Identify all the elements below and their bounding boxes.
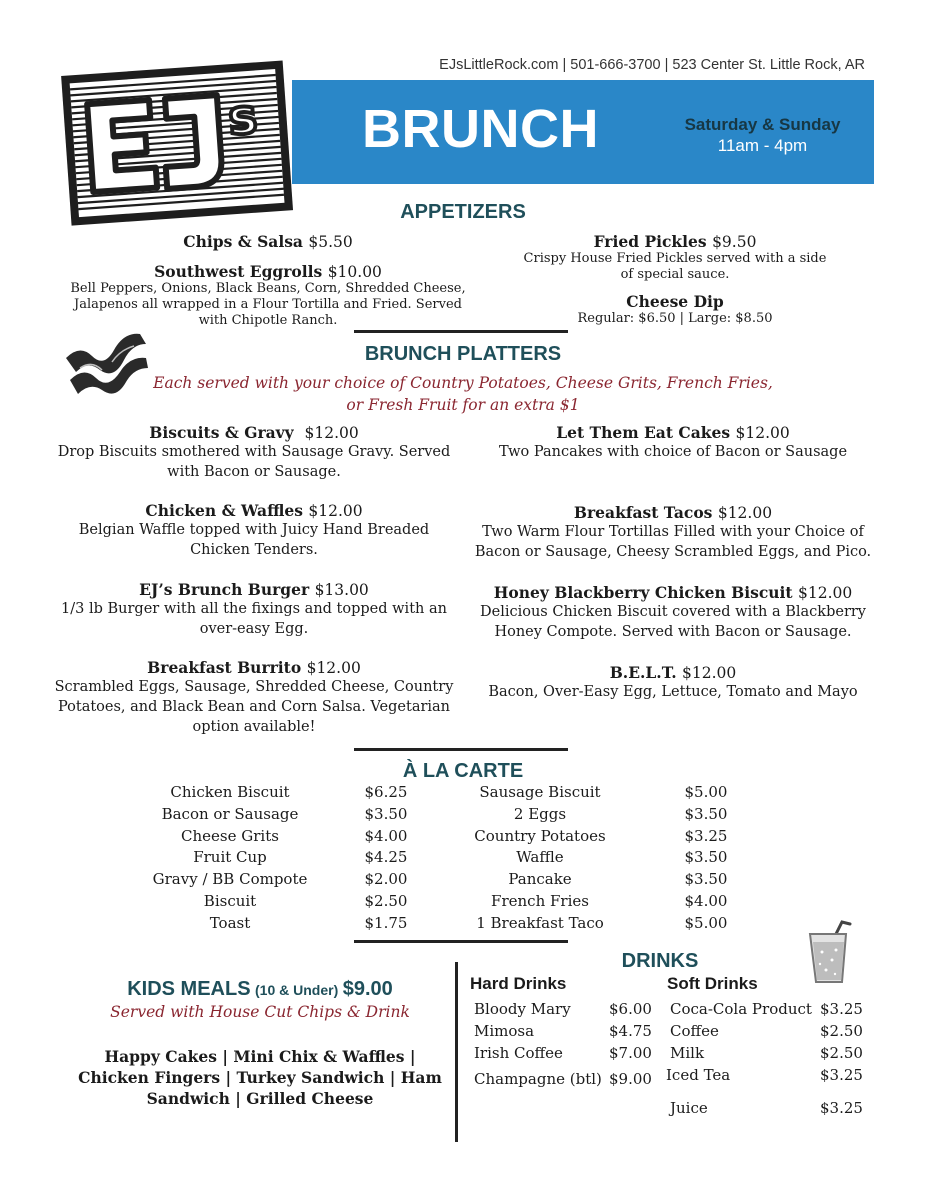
days-text: Saturday & Sunday <box>684 115 841 134</box>
item-price: $12.00 <box>798 584 853 602</box>
item-desc: Bell Peppers, Onions, Black Beans, Corn, Shredded Cheese, Jalapenos all wrapped in a Flour Tortilla and Fried. Served with Chipotle Ranch. <box>70 281 466 328</box>
drink-name: Bloody Mary <box>474 1000 571 1018</box>
item-desc: 1/3 lb Burger with all the fixings and topped with an over-easy Egg. <box>61 601 447 637</box>
platter-item <box>52 501 456 560</box>
alacarte-item-price: $2.50 <box>364 891 408 910</box>
drink-name: Juice <box>670 1099 708 1117</box>
alacarte-item-name: 1 Breakfast Taco <box>476 913 604 932</box>
drink-price: $3.25 <box>820 1000 863 1018</box>
alacarte-item-name: 2 Eggs <box>513 804 567 823</box>
drink-glass-icon <box>806 920 854 986</box>
alacarte-left-prices <box>356 782 416 935</box>
item-name: Breakfast Tacos <box>573 503 713 522</box>
item-name: EJ’s Brunch Burger <box>139 580 310 599</box>
platter-item <box>52 658 456 737</box>
item-desc: Crispy House Fried Pickles served with a side of special sauce. <box>523 251 827 282</box>
kids-items <box>60 1046 460 1109</box>
drink-price: $2.50 <box>820 1022 863 1040</box>
drink-price: $3.25 <box>820 1066 863 1084</box>
hard-drinks-heading: Hard Drinks <box>470 974 567 993</box>
item-desc: Scrambled Eggs, Sausage, Shredded Cheese, Country Potatoes, and Black Bean and Corn Salsa. Vegetarian option available! <box>54 679 454 735</box>
platter-item <box>52 580 456 639</box>
platter-item <box>470 663 876 702</box>
platters-note-line: or Fresh Fruit for an extra $1 <box>346 396 580 414</box>
alacarte-item-name: Country Potatoes <box>474 826 606 845</box>
item-price: $12.00 <box>304 424 359 442</box>
appetizer-item <box>60 232 476 251</box>
alacarte-item-price: $1.75 <box>364 913 408 932</box>
soft-drink-names <box>666 998 820 1119</box>
item-desc: Drop Biscuits smothered with Sausage Gravy. Served with Bacon or Sausage. <box>57 444 451 480</box>
drink-price: $4.75 <box>609 1022 652 1040</box>
hours-block <box>665 114 860 156</box>
alacarte-item-name: Toast <box>209 913 251 932</box>
item-name: Chips & Salsa <box>183 232 303 251</box>
item-desc: Regular: $6.50 | Large: $8.50 <box>577 311 773 326</box>
appetizer-item <box>510 232 840 283</box>
platter-item <box>52 423 456 482</box>
alacarte-item-name: Waffle <box>516 848 564 867</box>
alacarte-item-name: Pancake <box>508 870 572 889</box>
kids-price: $9.00 <box>342 978 393 1000</box>
drink-price: $9.00 <box>609 1070 652 1088</box>
item-price: $12.00 <box>682 664 737 682</box>
alacarte-item-price: $4.00 <box>684 891 728 910</box>
alacarte-item-price: $3.50 <box>684 804 728 823</box>
drink-name: Mimosa <box>474 1022 535 1040</box>
alacarte-left-names <box>140 782 320 935</box>
alacarte-right-prices <box>676 782 736 935</box>
drink-price: $2.50 <box>820 1044 863 1062</box>
divider <box>354 940 568 943</box>
divider <box>354 748 568 751</box>
alacarte-item-price: $4.00 <box>364 826 408 845</box>
item-name: Cheese Dip <box>626 292 724 311</box>
platters-heading: BRUNCH PLATTERS <box>364 343 562 365</box>
platters-note-line: Each served with your choice of Country Potatoes, Cheese Grits, French Fries, <box>153 374 773 392</box>
item-price: $12.00 <box>735 424 790 442</box>
alacarte-right-names <box>460 782 620 935</box>
item-price: $13.00 <box>314 581 369 599</box>
item-desc: Two Pancakes with choice of Bacon or Sausage <box>498 444 848 460</box>
kids-note: Served with House Cut Chips & Drink <box>110 1003 410 1021</box>
drink-price: $7.00 <box>609 1044 652 1062</box>
drink-name: Coffee <box>670 1022 719 1040</box>
item-desc: Bacon, Over-Easy Egg, Lettuce, Tomato and Mayo <box>488 684 858 700</box>
vertical-divider <box>455 962 458 1142</box>
alacarte-item-name: Gravy / BB Compote <box>152 870 308 889</box>
item-price: $12.00 <box>717 504 773 522</box>
alacarte-item-name: French Fries <box>491 891 589 910</box>
alacarte-item-price: $3.50 <box>684 848 728 867</box>
soft-drinks-heading: Soft Drinks <box>667 974 758 993</box>
drink-name: Champagne (btl) <box>474 1070 602 1088</box>
kids-items-line: Sandwich | Grilled Cheese <box>146 1089 374 1108</box>
item-price: $12.00 <box>306 659 361 677</box>
alacarte-item-price: $4.25 <box>364 848 408 867</box>
item-name: B.E.L.T. <box>609 663 677 682</box>
ejs-logo <box>60 58 296 226</box>
appetizer-item <box>510 292 840 327</box>
kids-items-line: Happy Cakes | Mini Chix & Waffles | <box>104 1047 416 1066</box>
platter-item <box>470 503 876 562</box>
drinks-heading: DRINKS <box>621 950 699 972</box>
item-name: Honey Blackberry Chicken Biscuit <box>493 583 793 602</box>
alacarte-item-price: $5.00 <box>684 783 728 801</box>
platters-note <box>120 372 806 416</box>
alacarte-item-price: $5.00 <box>684 913 728 932</box>
item-name: Biscuits & Gravy <box>149 423 294 442</box>
alacarte-item-name: Bacon or Sausage <box>161 804 299 823</box>
kids-age: (10 & Under) <box>255 982 339 998</box>
alacarte-item-name: Chicken Biscuit <box>170 783 290 801</box>
item-name: Let Them Eat Cakes <box>556 423 731 442</box>
drink-name: Irish Coffee <box>474 1044 563 1062</box>
item-name: Southwest Eggrolls <box>154 262 323 281</box>
appetizers-heading: APPETIZERS <box>400 201 526 223</box>
item-name: Chicken & Waffles <box>145 501 303 520</box>
page-title: BRUNCH <box>362 99 599 159</box>
alacarte-item-price: $3.50 <box>684 870 728 889</box>
alacarte-heading: À LA CARTE <box>402 760 524 782</box>
hard-drink-prices <box>609 998 659 1090</box>
alacarte-item-price: $2.00 <box>364 870 408 889</box>
item-price: $9.50 <box>712 233 757 251</box>
kids-title: KIDS MEALS <box>127 978 251 1000</box>
item-name: Fried Pickles <box>593 232 707 251</box>
drink-name: Milk <box>670 1044 705 1062</box>
drink-name: Iced Tea <box>666 1066 731 1084</box>
alacarte-item-name: Cheese Grits <box>181 826 279 845</box>
platter-item <box>470 583 876 642</box>
item-desc: Belgian Waffle topped with Juicy Hand Breaded Chicken Tenders. <box>78 522 430 558</box>
drink-name: Coca-Cola Product <box>670 1000 812 1018</box>
alacarte-item-name: Fruit Cup <box>193 848 267 867</box>
kids-items-line: Chicken Fingers | Turkey Sandwich | Ham <box>78 1068 442 1087</box>
drink-price: $6.00 <box>609 1000 652 1018</box>
appetizer-item <box>60 262 476 329</box>
item-price: $5.50 <box>308 233 353 251</box>
alacarte-item-name: Sausage Biscuit <box>479 783 601 801</box>
platter-item <box>470 423 876 462</box>
item-name: Breakfast Burrito <box>147 658 302 677</box>
divider <box>354 330 568 333</box>
item-desc: Two Warm Flour Tortillas Filled with your Choice of Bacon or Sausage, Cheesy Scrambled Eggs, and Pico. <box>474 524 872 560</box>
soft-drink-prices <box>820 998 870 1119</box>
item-desc: Delicious Chicken Biscuit covered with a Blackberry Honey Compote. Served with Bacon or Sausage. <box>480 604 866 640</box>
kids-heading <box>60 978 460 1001</box>
item-price: $12.00 <box>308 502 363 520</box>
alacarte-item-price: $6.25 <box>364 783 408 801</box>
alacarte-item-price: $3.50 <box>364 804 408 823</box>
alacarte-item-name: Biscuit <box>203 891 257 910</box>
hours-text: 11am - 4pm <box>717 136 808 155</box>
alacarte-item-price: $3.25 <box>684 826 728 845</box>
drink-price: $3.25 <box>820 1099 863 1117</box>
hard-drink-names <box>474 998 614 1090</box>
svg-text:s: s <box>226 88 259 147</box>
contact-line: EJsLittleRock.com | 501-666-3700 | 523 Center St. Little Rock, AR <box>439 57 865 73</box>
item-price: $10.00 <box>327 263 382 281</box>
